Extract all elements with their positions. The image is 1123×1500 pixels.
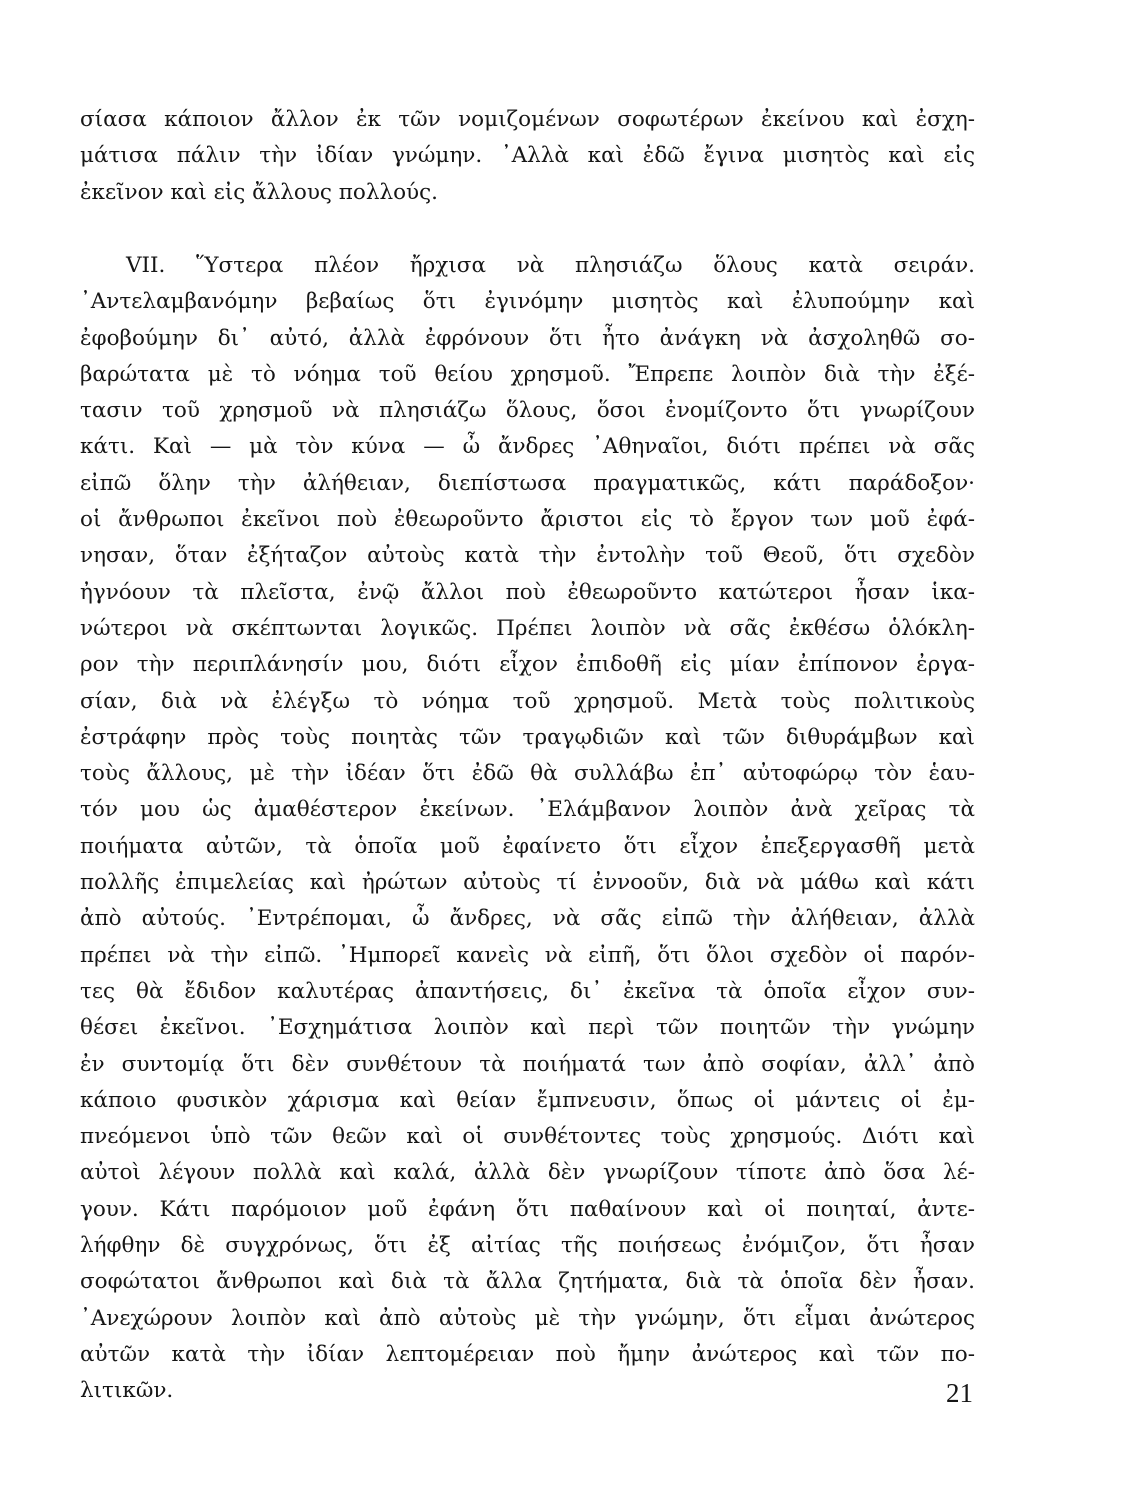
text-line: σοφώτατοι ἄνθρωποι καὶ διὰ τὰ ἄλλα ζητήματα, διὰ τὰ ὁποῖα δὲν ἦσαν. xyxy=(80,1269,975,1295)
text-line: ρον τὴν περιπλάνησίν μου, διότι εἶχον ἐπιδοθῆ εἰς μίαν ἐπίπονον ἐργα- xyxy=(80,652,975,678)
text-line: πρέπει νὰ τὴν εἰπῶ. ᾿Ημπορεῖ κανεὶς νὰ εἰπῆ, ὅτι ὅλοι σχεδὸν οἱ παρόν- xyxy=(80,942,975,968)
text-line: αὐτῶν κατὰ τὴν ἰδίαν λεπτομέρειαν ποὺ ἤμην ἀνώτερος καὶ τῶν πο- xyxy=(80,1341,975,1367)
text-line: ἐστράφην πρὸς τοὺς ποιητὰς τῶν τραγῳδιῶν καὶ τῶν διθυράμβων καὶ xyxy=(80,724,975,750)
text-line: ἐκεῖνον καὶ εἰς ἄλλους πολλούς. xyxy=(80,179,439,205)
text-line: θέσει ἐκεῖνοι. ᾿Εσχημάτισα λοιπὸν καὶ περὶ τῶν ποιητῶν τὴν γνώμην xyxy=(80,1015,975,1041)
text-line: ᾿Ανεχώρουν λοιπὸν καὶ ἀπὸ αὐτοὺς μὲ τὴν γνώμην, ὅτι εἶμαι ἀνώτερος xyxy=(80,1305,975,1331)
text-line: ᾿Αντελαμβανόμην βεβαίως ὅτι ἐγινόμην μισητὸς καὶ ἐλυπούμην καὶ xyxy=(80,289,975,315)
text-line: εἰπῶ ὅλην τὴν ἀλήθειαν, διεπίστωσα πραγματικῶς, κάτι παράδοξον· xyxy=(80,470,975,496)
text-line: ἠγνόουν τὰ πλεῖστα, ἐνῷ ἄλλοι ποὺ ἐθεωροῦντο κατώτεροι ἦσαν ἱκα- xyxy=(80,579,975,605)
text-line: αὐτοὶ λέγουν πολλὰ καὶ καλά, ἀλλὰ δὲν γνωρίζουν τίποτε ἀπὸ ὅσα λέ- xyxy=(80,1160,975,1186)
text-line: λιτικῶν. xyxy=(80,1378,174,1404)
text-line: κάτι. Καὶ — μὰ τὸν κύνα — ὦ ἄνδρες ᾿Αθηναῖοι, διότι πρέπει νὰ σᾶς xyxy=(80,434,975,460)
text-line: πνεόμενοι ὑπὸ τῶν θεῶν καὶ οἱ συνθέτοντες τοὺς χρησμούς. Διότι καὶ xyxy=(80,1124,975,1150)
text-line: τοὺς ἄλλους, μὲ τὴν ἰδέαν ὅτι ἐδῶ θὰ συλλάβω ἐπ᾿ αὐτοφώρῳ τὸν ἑαυ- xyxy=(80,761,975,787)
text-line: πολλῆς ἐπιμελείας καὶ ἠρώτων αὐτοὺς τί ἐννοοῦν, διὰ νὰ μάθω καὶ κάτι xyxy=(80,870,975,896)
text-line: λήφθην δὲ συγχρόνως, ὅτι ἐξ αἰτίας τῆς ποιήσεως ἐνόμιζον, ὅτι ἦσαν xyxy=(80,1233,975,1259)
text-line: μάτισα πάλιν τὴν ἰδίαν γνώμην. ᾿Αλλὰ καὶ ἐδῶ ἔγινα μισητὸς καὶ εἰς xyxy=(80,143,975,169)
text-line: τόν μου ὡς ἀμαθέστερον ἐκείνων. ᾿Ελάμβανον λοιπὸν ἀνὰ χεῖρας τὰ xyxy=(80,797,975,823)
text-line: βαρώτατα μὲ τὸ νόημα τοῦ θείου χρησμοῦ. Ἔπρεπε λοιπὸν διὰ τὴν ἐξέ- xyxy=(80,361,975,387)
section-heading-line: VII. Ὕστερα πλέον ἤρχισα νὰ πλησιάζω ὅλους κατὰ σειράν. xyxy=(126,253,975,278)
text-line: γουν. Κάτι παρόμοιον μοῦ ἐφάνη ὅτι παθαίνουν καὶ οἱ ποιηταί, ἀντε- xyxy=(80,1196,975,1222)
text-line: τασιν τοῦ χρησμοῦ νὰ πλησιάζω ὅλους, ὅσοι ἐνομίζοντο ὅτι γνωρίζουν xyxy=(80,398,975,424)
text-line: ποιήματα αὐτῶν, τὰ ὁποῖα μοῦ ἐφαίνετο ὅτι εἶχον ἐπεξεργασθῆ μετὰ xyxy=(80,833,975,859)
text-line: οἱ ἄνθρωποι ἐκεῖνοι ποὺ ἐθεωροῦντο ἄριστοι εἰς τὸ ἔργον των μοῦ ἐφά- xyxy=(80,507,975,533)
text-line: σίαν, διὰ νὰ ἐλέγξω τὸ νόημα τοῦ χρησμοῦ. Μετὰ τοὺς πολιτικοὺς xyxy=(80,688,975,714)
paragraph-section-vii xyxy=(80,248,975,1410)
text-line: νώτεροι νὰ σκέπτωνται λογικῶς. Πρέπει λοιπὸν νὰ σᾶς ἐκθέσω ὁλόκλη- xyxy=(80,615,975,641)
text-line: τες θὰ ἔδιδον καλυτέρας ἀπαντήσεις, δι᾿ ἐκεῖνα τὰ ὁποῖα εἶχον συν- xyxy=(80,978,975,1004)
text-line: ἀπὸ αὐτούς. ᾿Εντρέπομαι, ὦ ἄνδρες, νὰ σᾶς εἰπῶ τὴν ἀλήθειαν, ἀλλὰ xyxy=(80,906,975,932)
text-line: σίασα κάποιον ἄλλον ἐκ τῶν νομιζομένων σοφωτέρων ἐκείνου καὶ ἐσχη- xyxy=(80,107,975,132)
text-line: ἐφοβούμην δι᾿ αὐτό, ἀλλὰ ἐφρόνουν ὅτι ἦτο ἀνάγκη νὰ ἀσχοληθῶ σο- xyxy=(80,325,975,351)
paragraph-continuation xyxy=(80,102,975,211)
text-line: κάποιο φυσικὸν χάρισμα καὶ θείαν ἔμπνευσιν, ὅπως οἱ μάντεις οἱ ἐμ- xyxy=(80,1087,975,1113)
text-line: νησαν, ὅταν ἐξήταζον αὐτοὺς κατὰ τὴν ἐντολὴν τοῦ Θεοῦ, ὅτι σχεδὸν xyxy=(80,543,975,569)
page-number: 21 xyxy=(946,1378,973,1408)
text-line: ἐν συντομίᾳ ὅτι δὲν συνθέτουν τὰ ποιήματά των ἀπὸ σοφίαν, ἀλλ᾿ ἀπὸ xyxy=(80,1051,975,1077)
